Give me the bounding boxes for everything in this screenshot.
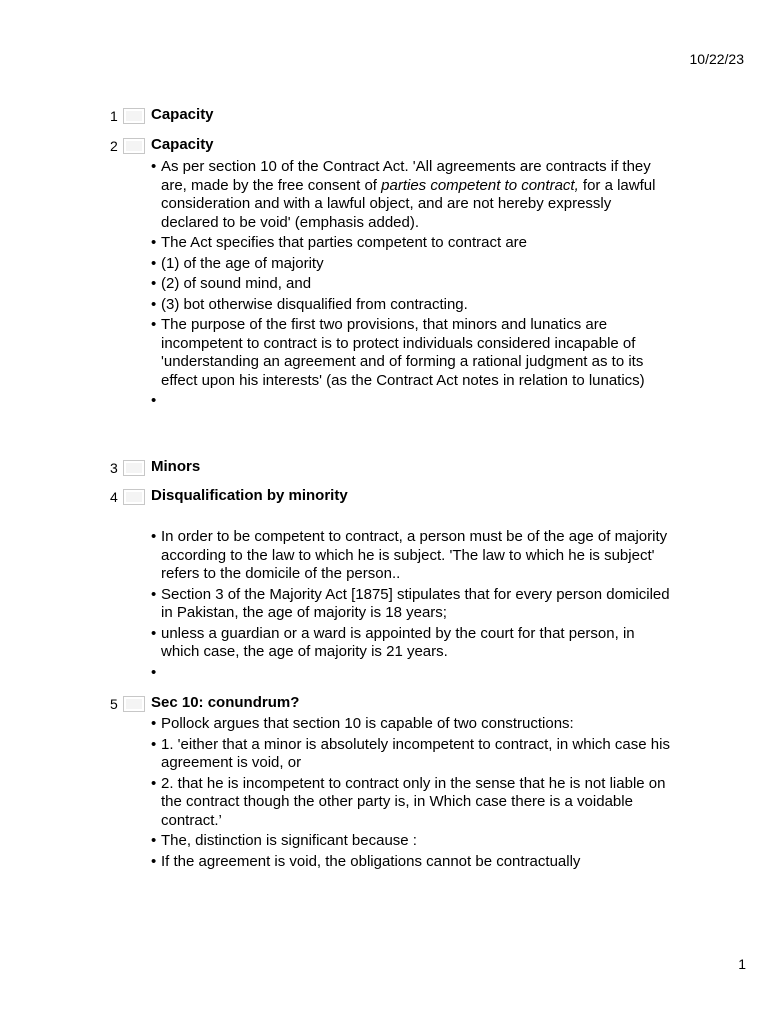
slide-title: Capacity <box>151 106 214 123</box>
bullet-item: • (3) bot otherwise disqualified from contracting. <box>150 296 670 315</box>
bullet-item: • Section 3 of the Majority Act [1875] stipulates that for every person domiciled in Pakistan, the age of majority is 18 years; <box>150 586 670 623</box>
bullet-item <box>150 158 670 232</box>
slide-thumbnail-icon <box>123 696 145 712</box>
page-number: 1 <box>738 956 746 972</box>
bullet-item: • 2. that he is incompetent to contract only in the sense that he is not liable on the contract though the other party is, in Which case there is a voidable contract.’ <box>150 775 670 831</box>
bullet-item: • In order to be competent to contract, a person must be of the age of majority according to the law to which he is subject. 'The law to which he is subject' refers to the domicile of the person.. <box>150 528 670 584</box>
bullet-item: • The, distinction is significant because : <box>150 832 670 851</box>
bullet-item: • unless a guardian or a ward is appointed by the court for that person, in which case, the age of majority is 21 years. <box>150 625 670 662</box>
bullet-list <box>150 158 670 412</box>
slide-number: 1 <box>110 108 118 124</box>
slide-title: Capacity <box>151 136 214 153</box>
bullet-list <box>150 528 670 684</box>
slide-number: 4 <box>110 489 118 505</box>
bullet-text: As per section 10 of the Contract Act. 'All agreements are contracts if they are, made by the free consent of <box>161 158 651 194</box>
bullet-text: for a lawful consideration and with a lawful object, and are not hereby expressly declared to be void' (emphasis added). <box>161 176 656 231</box>
slide-thumbnail-icon <box>123 138 145 154</box>
slide-title: Minors <box>151 458 201 475</box>
slide-title: Sec 10: conundrum? <box>151 694 300 711</box>
slide-number: 5 <box>110 696 118 712</box>
bullet-item-empty <box>150 392 670 410</box>
slide-number: 2 <box>110 138 118 154</box>
bullet-item: • The Act specifies that parties competent to contract are <box>150 234 670 253</box>
bullet-item: • Pollock argues that section 10 is capable of two constructions: <box>150 715 670 734</box>
slide-thumbnail-icon <box>123 108 145 124</box>
slide-thumbnail-icon <box>123 489 145 505</box>
slide-thumbnail-icon <box>123 460 145 476</box>
slide-title: Disqualification by minority <box>151 487 348 504</box>
bullet-item: • (1) of the age of majority <box>150 255 670 274</box>
bullet-text-italic: parties competent to contract, <box>381 176 579 194</box>
bullet-list <box>150 715 670 873</box>
bullet-item-empty <box>150 664 670 682</box>
bullet-item: • The purpose of the first two provisions, that minors and lunatics are incompetent to contract is to protect individuals considered incapable of 'understanding an agreement and of forming a rational judgment as to its effect upon his interests' (as the Contract Act notes in relation to lunatics) <box>150 316 670 390</box>
bullet-item: • (2) of sound mind, and <box>150 275 670 294</box>
bullet-item: • 1. 'either that a minor is absolutely incompetent to contract, in which case his agreement is void, or <box>150 736 670 773</box>
slide-number: 3 <box>110 460 118 476</box>
print-date: 10/22/23 <box>689 51 744 67</box>
bullet-item: • If the agreement is void, the obligations cannot be contractually <box>150 853 670 872</box>
